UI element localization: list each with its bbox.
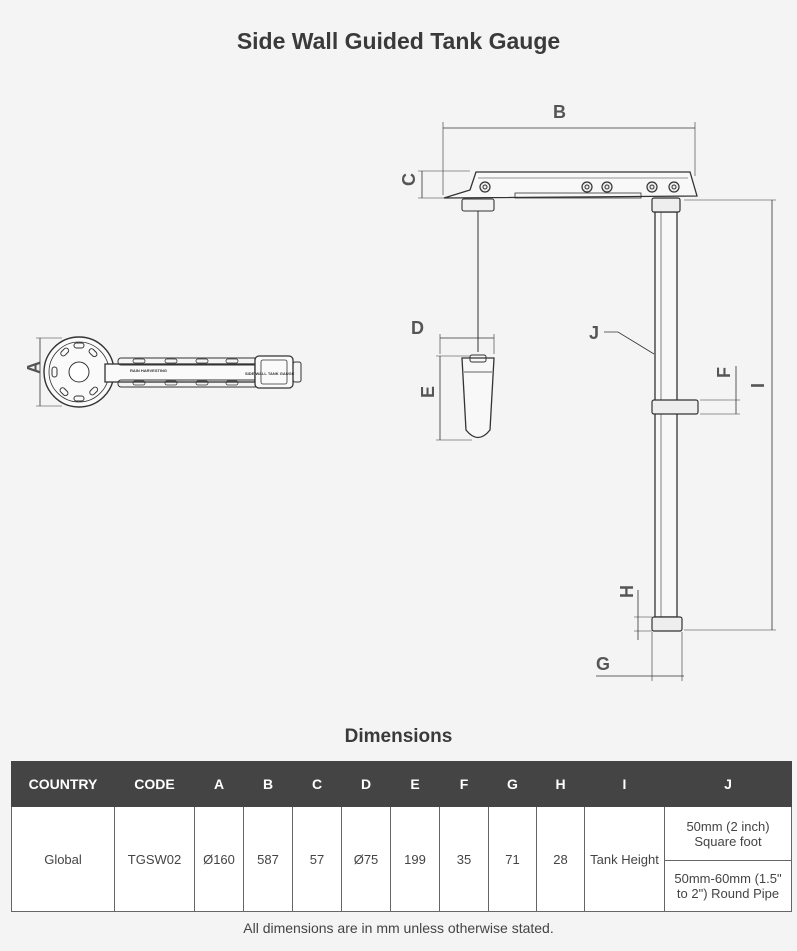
cell-h: 28 xyxy=(537,807,585,912)
cell-e: 199 xyxy=(391,807,440,912)
table-header-row xyxy=(12,762,792,807)
plan-label-brand: RAIN HARVESTING xyxy=(130,368,168,373)
section-title: Dimensions xyxy=(344,726,453,747)
cell-a: Ø160 xyxy=(195,807,244,912)
cell-g: 71 xyxy=(489,807,537,912)
col-header-f: F xyxy=(440,762,489,807)
dim-label-h: H xyxy=(617,585,637,598)
cell-country: Global xyxy=(12,807,115,912)
cell-f: 35 xyxy=(440,807,489,912)
col-header-b: B xyxy=(244,762,293,807)
dim-label-e: E xyxy=(418,385,438,398)
col-header-country: COUNTRY xyxy=(12,762,115,807)
dim-label-f: F xyxy=(714,367,734,378)
footnote: All dimensions are in mm unless otherwise stated. xyxy=(243,920,554,936)
dim-label-a: A xyxy=(24,361,44,374)
dimensions-table xyxy=(11,761,792,912)
cell-code: TGSW02 xyxy=(115,807,195,912)
plan-label-product: SIDE WALL TANK GAUGE xyxy=(245,371,295,376)
cell-c: 57 xyxy=(293,807,342,912)
cell-i: Tank Height xyxy=(585,807,665,912)
dim-label-d: D xyxy=(411,318,424,338)
page-title: Side Wall Guided Tank Gauge xyxy=(236,28,561,54)
dim-label-b: B xyxy=(553,102,566,122)
table-row xyxy=(12,807,792,861)
col-header-h: H xyxy=(537,762,585,807)
col-header-j: J xyxy=(665,762,792,807)
cell-j-round-pipe: 50mm-60mm (1.5" to 2") Round Pipe xyxy=(665,861,792,912)
dim-label-i: I xyxy=(748,382,768,388)
col-header-a: A xyxy=(195,762,244,807)
col-header-d: D xyxy=(342,762,391,807)
col-header-code: CODE xyxy=(115,762,195,807)
col-header-c: C xyxy=(293,762,342,807)
cell-j-square-foot: 50mm (2 inch) Square foot xyxy=(665,807,792,861)
dim-label-j: J xyxy=(589,323,600,343)
col-header-i: I xyxy=(585,762,665,807)
dim-label-c: C xyxy=(399,173,419,186)
cell-d: Ø75 xyxy=(342,807,391,912)
col-header-g: G xyxy=(489,762,537,807)
cell-b: 587 xyxy=(244,807,293,912)
col-header-e: E xyxy=(391,762,440,807)
dim-label-g: G xyxy=(596,654,611,674)
elevation-view xyxy=(418,122,776,681)
